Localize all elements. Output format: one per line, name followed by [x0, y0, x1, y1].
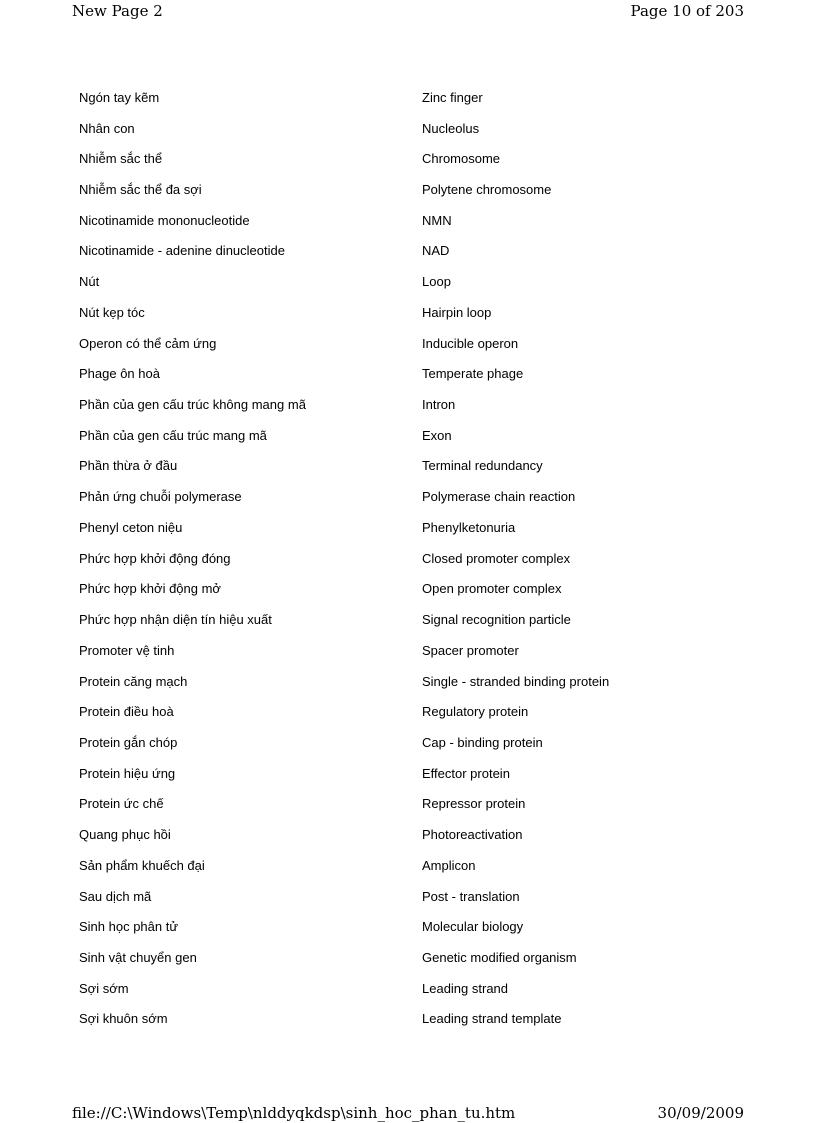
glossary-row — [79, 942, 699, 973]
vietnamese-term: Phức hợp nhận diện tín hiệu xuất — [79, 612, 272, 628]
vietnamese-term: Phenyl ceton niệu — [79, 519, 183, 535]
glossary-row — [79, 512, 699, 543]
vietnamese-term: Phản ứng chuỗi polymerase — [79, 489, 242, 505]
vietnamese-term: Nicotinamide - adenine dinucleotide — [79, 243, 285, 259]
glossary-row — [79, 82, 699, 113]
english-term: Polymerase chain reaction — [422, 489, 576, 505]
vietnamese-term: Phage ôn hoà — [79, 366, 160, 382]
vietnamese-term: Ngón tay kẽm — [79, 89, 160, 105]
english-term: NMN — [422, 212, 452, 228]
vietnamese-term: Nicotinamide mononucleotide — [79, 212, 250, 228]
glossary-row — [79, 635, 699, 666]
vietnamese-term: Protein hiệu ứng — [79, 765, 176, 781]
english-term: Polytene chromosome — [422, 182, 552, 198]
glossary-row — [79, 789, 699, 820]
english-term: Signal recognition particle — [422, 612, 571, 628]
vietnamese-term: Phức hợp khởi động mở — [79, 581, 221, 597]
glossary-row — [79, 1004, 699, 1035]
english-term: NAD — [422, 243, 450, 259]
glossary-row — [79, 850, 699, 881]
vietnamese-term: Nhiễm sắc thể đa sợi — [79, 182, 202, 198]
english-term: Temperate phage — [422, 366, 524, 382]
english-term: Amplicon — [422, 857, 476, 873]
english-term: Intron — [422, 397, 456, 413]
file-path: file://C:\Windows\Temp\nlddyqkdsp\sinh_hoc_phan_tu.htm — [72, 1104, 516, 1122]
vietnamese-term: Phần của gen cấu trúc không mang mã — [79, 397, 306, 413]
english-term: Genetic modified organism — [422, 949, 577, 965]
glossary-row — [79, 420, 699, 451]
glossary-row — [79, 881, 699, 912]
vietnamese-term: Phần của gen cấu trúc mang mã — [79, 427, 267, 443]
glossary-row — [79, 113, 699, 144]
glossary-row — [79, 389, 699, 420]
glossary-row — [79, 758, 699, 789]
glossary-table — [79, 82, 699, 1034]
english-term: Loop — [422, 274, 451, 290]
glossary-row — [79, 481, 699, 512]
english-term: Effector protein — [422, 765, 510, 781]
glossary-row — [79, 451, 699, 482]
vietnamese-term: Sợi sớm — [79, 980, 129, 996]
english-term: Open promoter complex — [422, 581, 562, 597]
vietnamese-term: Protein gắn chóp — [79, 734, 178, 750]
glossary-row — [79, 543, 699, 574]
english-term: Leading strand template — [422, 1011, 562, 1027]
english-term: Photoreactivation — [422, 827, 523, 843]
vietnamese-term: Sau dịch mã — [79, 888, 152, 904]
glossary-row — [79, 143, 699, 174]
vietnamese-term: Nút kẹp tóc — [79, 304, 145, 320]
glossary-row — [79, 604, 699, 635]
glossary-row — [79, 236, 699, 267]
glossary-row — [79, 205, 699, 236]
english-term: Single - stranded binding protein — [422, 673, 610, 689]
print-date: 30/09/2009 — [657, 1104, 744, 1122]
glossary-row — [79, 696, 699, 727]
vietnamese-term: Phần thừa ở đầu — [79, 458, 178, 474]
glossary-row — [79, 727, 699, 758]
vietnamese-term: Nút — [79, 274, 100, 290]
english-term: Leading strand — [422, 980, 509, 996]
vietnamese-term: Protein ức chế — [79, 796, 164, 812]
english-term: Closed promoter complex — [422, 550, 571, 566]
vietnamese-term: Sợi khuôn sớm — [79, 1011, 168, 1027]
glossary-row — [79, 266, 699, 297]
english-term: Regulatory protein — [422, 704, 529, 720]
english-term: Hairpin loop — [422, 304, 492, 320]
english-term: Molecular biology — [422, 919, 524, 935]
english-term: Chromosome — [422, 151, 501, 167]
english-term: Nucleolus — [422, 120, 480, 136]
vietnamese-term: Operon có thể cảm ứng — [79, 335, 217, 351]
glossary-row — [79, 911, 699, 942]
vietnamese-term: Nhân con — [79, 120, 135, 136]
glossary-row — [79, 297, 699, 328]
english-term: Exon — [422, 427, 452, 443]
vietnamese-term: Quang phục hồi — [79, 827, 171, 843]
english-term: Phenylketonuria — [422, 519, 516, 535]
glossary-row — [79, 358, 699, 389]
vietnamese-term: Protein căng mạch — [79, 673, 188, 689]
english-term: Inducible operon — [422, 335, 519, 351]
vietnamese-term: Sinh học phân tử — [79, 919, 179, 935]
vietnamese-term: Protein điều hoà — [79, 704, 174, 720]
english-term: Zinc finger — [422, 89, 483, 105]
page-title: New Page 2 — [72, 2, 163, 20]
glossary-row — [79, 174, 699, 205]
glossary-row — [79, 973, 699, 1004]
glossary-row — [79, 574, 699, 605]
vietnamese-term: Nhiễm sắc thể — [79, 151, 163, 167]
glossary-row — [79, 328, 699, 359]
vietnamese-term: Sản phẩm khuếch đại — [79, 857, 205, 873]
english-term: Repressor protein — [422, 796, 526, 812]
english-term: Cap - binding protein — [422, 734, 543, 750]
english-term: Terminal redundancy — [422, 458, 543, 474]
vietnamese-term: Sinh vật chuyển gen — [79, 949, 197, 965]
page-number: Page 10 of 203 — [630, 2, 744, 20]
glossary-row — [79, 819, 699, 850]
english-term: Spacer promoter — [422, 642, 519, 658]
vietnamese-term: Phức hợp khởi động đóng — [79, 550, 231, 566]
english-term: Post - translation — [422, 888, 520, 904]
glossary-row — [79, 666, 699, 697]
vietnamese-term: Promoter vệ tinh — [79, 642, 175, 658]
